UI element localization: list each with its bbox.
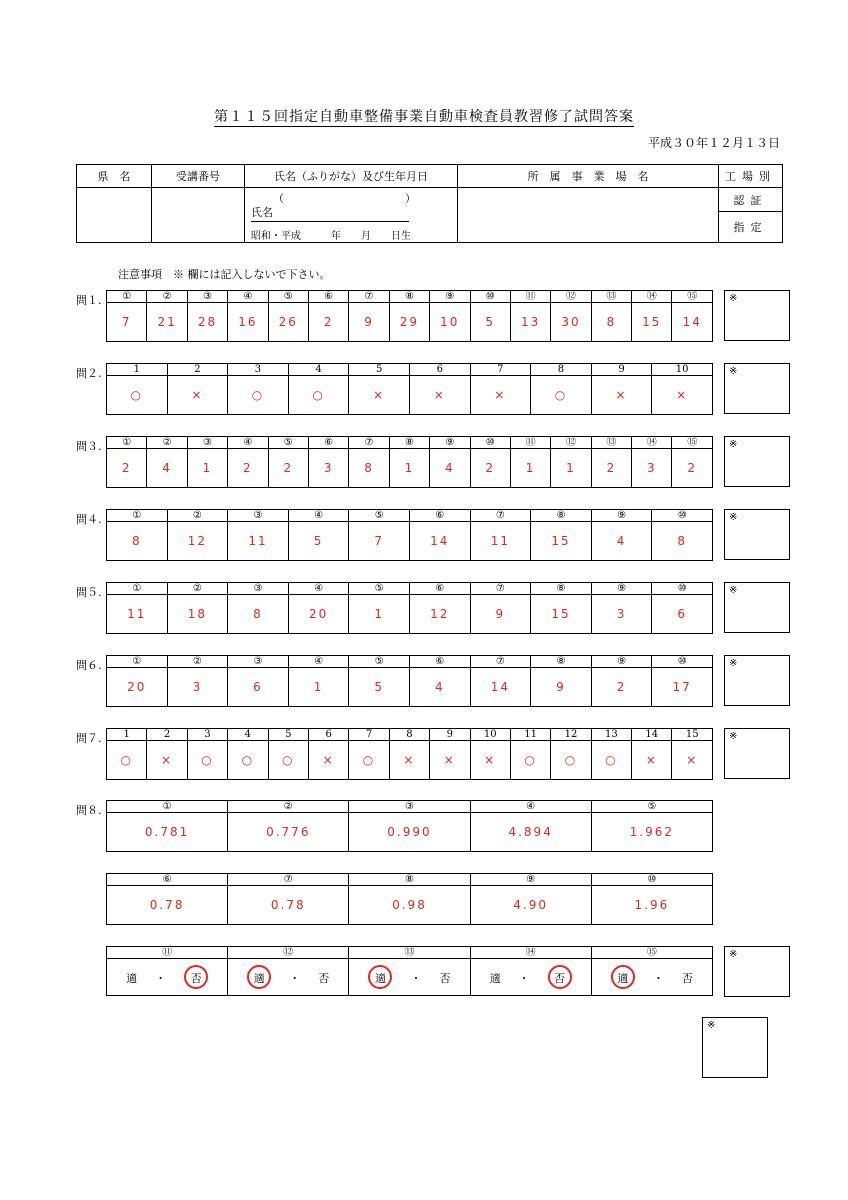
answer-cell[interactable]: 14 bbox=[409, 522, 470, 561]
judgement-fail[interactable]: 否 bbox=[681, 972, 693, 985]
column-number: 2 bbox=[147, 729, 187, 741]
score-box bbox=[724, 655, 790, 706]
column-number: ⑩ bbox=[470, 437, 510, 449]
answer-cell[interactable]: 30 bbox=[551, 303, 591, 342]
column-number: 10 bbox=[470, 729, 510, 741]
column-number: ⑤ bbox=[349, 583, 410, 595]
score-mark: ※ bbox=[729, 731, 738, 742]
answer-cell[interactable]: 20 bbox=[107, 668, 168, 707]
answer-cell[interactable]: 8 bbox=[591, 303, 631, 342]
score-box bbox=[724, 728, 790, 779]
column-number: ④ bbox=[288, 656, 349, 668]
answer-cell[interactable]: 7 bbox=[107, 303, 147, 342]
answer-cell[interactable]: ○ bbox=[228, 741, 268, 780]
answer-cell[interactable]: 4 bbox=[409, 668, 470, 707]
column-number: ③ bbox=[228, 583, 289, 595]
judgement-pass[interactable]: 適 bbox=[611, 965, 635, 989]
score-box bbox=[724, 363, 790, 414]
answer-cell[interactable]: 2 bbox=[591, 449, 631, 488]
furigana-paren: （ ） bbox=[273, 192, 416, 205]
question-label: 問１. bbox=[76, 294, 102, 307]
separator: ・ bbox=[410, 972, 422, 985]
answer-cell[interactable]: 1.96 bbox=[591, 886, 712, 925]
answer-cell[interactable]: 9 bbox=[349, 303, 389, 342]
column-number: 12 bbox=[551, 729, 591, 741]
answer-cell[interactable]: × bbox=[349, 376, 410, 415]
answer-cell[interactable]: × bbox=[672, 741, 713, 780]
answer-cell[interactable]: 1 bbox=[349, 595, 410, 634]
column-number: ⑤ bbox=[349, 656, 410, 668]
judgement-cell[interactable] bbox=[349, 959, 470, 996]
column-number: ⑩ bbox=[652, 583, 713, 595]
column-number: 11 bbox=[510, 729, 550, 741]
judgement-pass[interactable]: 適 bbox=[489, 972, 501, 985]
answer-cell[interactable]: 29 bbox=[389, 303, 429, 342]
column-number: ⑥ bbox=[409, 510, 470, 522]
answer-cell[interactable]: ○ bbox=[551, 741, 591, 780]
column-number: 3 bbox=[228, 364, 289, 376]
column-number: 6 bbox=[409, 364, 470, 376]
column-number: ⑮ bbox=[672, 437, 713, 449]
column-number: 8 bbox=[531, 364, 592, 376]
column-number: ⑮ bbox=[672, 291, 713, 303]
column-number: 14 bbox=[632, 729, 672, 741]
notice: 注意事項 ※ 欄には記入しないで下さい。 bbox=[118, 268, 331, 281]
judgement-pass[interactable]: 適 bbox=[126, 972, 138, 985]
column-number: ① bbox=[107, 656, 168, 668]
column-number: ② bbox=[147, 291, 187, 303]
answer-cell[interactable]: × bbox=[632, 741, 672, 780]
answer-cell[interactable]: × bbox=[652, 376, 713, 415]
answer-cell[interactable]: 13 bbox=[510, 303, 550, 342]
answer-cell[interactable]: 4 bbox=[430, 449, 470, 488]
column-number: ⑥ bbox=[107, 874, 228, 886]
score-mark: ※ bbox=[729, 293, 738, 304]
answer-cell[interactable]: 7 bbox=[349, 522, 410, 561]
answer-cell[interactable]: 1 bbox=[551, 449, 591, 488]
judgement-pass[interactable]: 適 bbox=[368, 965, 392, 989]
answer-cell[interactable]: 2 bbox=[228, 449, 268, 488]
office-field[interactable] bbox=[458, 188, 719, 243]
answer-cell[interactable]: 11 bbox=[470, 522, 531, 561]
answer-cell[interactable]: 11 bbox=[107, 595, 168, 634]
answer-cell[interactable]: 8 bbox=[652, 522, 713, 561]
column-number: ④ bbox=[470, 801, 591, 813]
answer-cell[interactable]: 2 bbox=[591, 668, 652, 707]
answer-cell[interactable]: ○ bbox=[107, 741, 147, 780]
column-number: 1 bbox=[107, 729, 147, 741]
column-number: ⑫ bbox=[551, 291, 591, 303]
column-number: ② bbox=[147, 437, 187, 449]
answer-cell[interactable]: 5 bbox=[288, 522, 349, 561]
question-label: 問５. bbox=[76, 586, 102, 599]
column-number: ⑩ bbox=[470, 291, 510, 303]
exam-date: 平成３０年１２月１３日 bbox=[647, 136, 780, 150]
answer-cell[interactable]: ○ bbox=[349, 741, 389, 780]
answer-cell[interactable]: 2 bbox=[470, 449, 510, 488]
column-number: ③ bbox=[187, 437, 227, 449]
column-number: ⑭ bbox=[632, 437, 672, 449]
answer-cell[interactable]: 20 bbox=[288, 595, 349, 634]
answer-cell[interactable]: 12 bbox=[167, 522, 228, 561]
answer-cell[interactable]: 18 bbox=[167, 595, 228, 634]
judgement-cell[interactable] bbox=[107, 959, 228, 996]
score-box bbox=[724, 946, 790, 997]
column-number: ③ bbox=[228, 656, 289, 668]
answer-cell[interactable]: 4.894 bbox=[470, 813, 591, 852]
column-number: ⑫ bbox=[228, 947, 349, 959]
answer-cell[interactable]: 21 bbox=[147, 303, 187, 342]
column-number: ⑨ bbox=[430, 437, 470, 449]
column-number: ② bbox=[228, 801, 349, 813]
answer-cell[interactable]: × bbox=[409, 376, 470, 415]
answer-grid bbox=[106, 873, 713, 925]
column-number: 1 bbox=[107, 364, 168, 376]
answer-cell[interactable]: 1.962 bbox=[591, 813, 712, 852]
column-number: ⑦ bbox=[470, 583, 531, 595]
answer-cell[interactable]: 4.90 bbox=[470, 886, 591, 925]
judgement-cell[interactable] bbox=[591, 959, 712, 996]
answer-cell[interactable]: ○ bbox=[531, 376, 592, 415]
column-number: ① bbox=[107, 291, 147, 303]
answer-cell[interactable]: 0.78 bbox=[107, 886, 228, 925]
answer-cell[interactable]: 15 bbox=[632, 303, 672, 342]
answer-cell[interactable]: ○ bbox=[510, 741, 550, 780]
answer-cell[interactable]: 8 bbox=[228, 595, 289, 634]
column-number: ⑥ bbox=[409, 656, 470, 668]
column-number: ⑮ bbox=[591, 947, 712, 959]
answer-grid bbox=[106, 363, 713, 415]
column-number: ③ bbox=[228, 510, 289, 522]
column-number: ⑩ bbox=[652, 510, 713, 522]
column-number: ⑧ bbox=[349, 874, 470, 886]
answer-cell[interactable]: 6 bbox=[228, 668, 289, 707]
question-label: 問７. bbox=[76, 732, 102, 745]
prefecture-field[interactable] bbox=[77, 188, 152, 243]
column-number: ⑬ bbox=[591, 291, 631, 303]
answer-cell[interactable]: × bbox=[430, 741, 470, 780]
score-mark: ※ bbox=[729, 658, 738, 669]
answer-cell[interactable]: 3 bbox=[167, 668, 228, 707]
question-label: 問２. bbox=[76, 367, 102, 380]
answer-cell[interactable]: 26 bbox=[268, 303, 308, 342]
judgement-cell[interactable] bbox=[470, 959, 591, 996]
judgement-fail[interactable]: 否 bbox=[548, 965, 572, 989]
column-number: 5 bbox=[268, 729, 308, 741]
column-number: ⑦ bbox=[228, 874, 349, 886]
column-number: ⑤ bbox=[268, 291, 308, 303]
column-number: ① bbox=[107, 583, 168, 595]
column-number: ⑨ bbox=[470, 874, 591, 886]
column-number: 9 bbox=[591, 364, 652, 376]
answer-cell[interactable]: ○ bbox=[228, 376, 289, 415]
answer-cell[interactable]: 14 bbox=[470, 668, 531, 707]
score-mark: ※ bbox=[729, 512, 738, 523]
column-number: ① bbox=[107, 510, 168, 522]
col-office: 所 属 事 業 場 名 bbox=[458, 165, 719, 188]
number-field[interactable] bbox=[152, 188, 245, 243]
answer-cell[interactable]: × bbox=[470, 376, 531, 415]
column-number: ⑧ bbox=[531, 583, 592, 595]
column-number: 4 bbox=[228, 729, 268, 741]
score-mark: ※ bbox=[729, 585, 738, 596]
score-mark: ※ bbox=[729, 949, 738, 960]
separator: ・ bbox=[518, 972, 530, 985]
judgement-fail[interactable]: 否 bbox=[439, 972, 451, 985]
answer-cell[interactable]: 5 bbox=[470, 303, 510, 342]
column-number: ⑥ bbox=[308, 437, 348, 449]
birth-date-label: 昭和・平成 年 月 日生 bbox=[251, 231, 411, 242]
answer-cell[interactable]: 2 bbox=[268, 449, 308, 488]
answer-cell[interactable]: 2 bbox=[308, 303, 348, 342]
column-number: ⑪ bbox=[510, 437, 550, 449]
answer-cell[interactable]: 1 bbox=[389, 449, 429, 488]
column-number: ⑤ bbox=[268, 437, 308, 449]
name-label: 氏名 bbox=[251, 206, 273, 219]
column-number: 3 bbox=[187, 729, 227, 741]
column-number: ⑥ bbox=[308, 291, 348, 303]
answer-cell[interactable]: 12 bbox=[409, 595, 470, 634]
answer-cell[interactable]: × bbox=[591, 376, 652, 415]
answer-cell[interactable]: 6 bbox=[652, 595, 713, 634]
answer-cell[interactable]: 1 bbox=[187, 449, 227, 488]
answer-cell[interactable]: ○ bbox=[288, 376, 349, 415]
answer-cell[interactable]: 16 bbox=[228, 303, 268, 342]
column-number: ⑧ bbox=[531, 656, 592, 668]
separator: ・ bbox=[652, 972, 664, 985]
column-number: ④ bbox=[288, 510, 349, 522]
answer-cell[interactable]: 0.98 bbox=[349, 886, 470, 925]
col-prefecture: 県 名 bbox=[77, 165, 152, 188]
answer-cell[interactable]: 15 bbox=[531, 522, 592, 561]
answer-cell[interactable]: 15 bbox=[531, 595, 592, 634]
column-number: ⑨ bbox=[430, 291, 470, 303]
column-number: ② bbox=[167, 656, 228, 668]
answer-cell[interactable]: 2 bbox=[672, 449, 713, 488]
answer-grid bbox=[106, 509, 713, 561]
score-mark: ※ bbox=[729, 366, 738, 377]
answer-cell[interactable]: 5 bbox=[349, 668, 410, 707]
column-number: ⑦ bbox=[470, 656, 531, 668]
col-factory: 工場別 bbox=[719, 165, 783, 188]
cert-label: 認証 bbox=[719, 188, 783, 212]
score-mark: ※ bbox=[707, 1020, 716, 1031]
answer-cell[interactable]: 1 bbox=[510, 449, 550, 488]
column-number: ④ bbox=[228, 437, 268, 449]
column-number: ④ bbox=[228, 291, 268, 303]
answer-grid bbox=[106, 655, 713, 707]
answer-grid bbox=[106, 946, 713, 996]
question-label: 問３. bbox=[76, 440, 102, 453]
answer-cell[interactable]: 11 bbox=[228, 522, 289, 561]
answer-cell[interactable]: 2 bbox=[107, 449, 147, 488]
column-number: ⑭ bbox=[632, 291, 672, 303]
column-number: ⑩ bbox=[591, 874, 712, 886]
answer-cell[interactable]: 8 bbox=[107, 522, 168, 561]
column-number: 5 bbox=[349, 364, 410, 376]
answer-cell[interactable]: × bbox=[147, 741, 187, 780]
column-number: ⑤ bbox=[591, 801, 712, 813]
column-number: ② bbox=[167, 583, 228, 595]
answer-grid bbox=[106, 290, 713, 342]
score-mark: ※ bbox=[729, 439, 738, 450]
score-box bbox=[724, 582, 790, 633]
answer-cell[interactable]: 10 bbox=[430, 303, 470, 342]
column-number: 15 bbox=[672, 729, 713, 741]
answer-cell[interactable]: ○ bbox=[268, 741, 308, 780]
answer-cell[interactable]: 0.776 bbox=[228, 813, 349, 852]
designated-label: 指定 bbox=[719, 212, 783, 243]
answer-cell[interactable]: × bbox=[470, 741, 510, 780]
name-field[interactable] bbox=[245, 188, 458, 243]
column-number: 6 bbox=[308, 729, 348, 741]
column-number: ⑥ bbox=[409, 583, 470, 595]
column-number: 13 bbox=[591, 729, 631, 741]
answer-cell[interactable]: 3 bbox=[591, 595, 652, 634]
separator: ・ bbox=[155, 972, 167, 985]
score-box bbox=[702, 1017, 768, 1078]
answer-cell[interactable]: 9 bbox=[470, 595, 531, 634]
column-number: ⑭ bbox=[470, 947, 591, 959]
column-number: 7 bbox=[470, 364, 531, 376]
judgement-pass[interactable]: 適 bbox=[247, 965, 271, 989]
answer-cell[interactable]: ○ bbox=[107, 376, 168, 415]
column-number: ⑧ bbox=[389, 291, 429, 303]
answer-cell[interactable]: 9 bbox=[531, 668, 592, 707]
column-number: 7 bbox=[349, 729, 389, 741]
separator: ・ bbox=[289, 972, 301, 985]
column-number: ⑪ bbox=[107, 947, 228, 959]
answer-cell[interactable]: 0.990 bbox=[349, 813, 470, 852]
answer-cell[interactable]: 28 bbox=[187, 303, 227, 342]
column-number: ⑨ bbox=[591, 510, 652, 522]
column-number: ⑤ bbox=[349, 510, 410, 522]
judgement-fail[interactable]: 否 bbox=[184, 965, 208, 989]
answer-cell[interactable]: 8 bbox=[349, 449, 389, 488]
answer-cell[interactable]: × bbox=[389, 741, 429, 780]
page-title: 第１１５回指定自動車整備事業自動車検査員教習修了試問答案 bbox=[214, 109, 634, 125]
answer-cell[interactable]: × bbox=[308, 741, 348, 780]
column-number: ③ bbox=[349, 801, 470, 813]
column-number: 8 bbox=[389, 729, 429, 741]
answer-cell[interactable]: 3 bbox=[632, 449, 672, 488]
column-number: ⑧ bbox=[389, 437, 429, 449]
answer-cell[interactable]: ○ bbox=[187, 741, 227, 780]
answer-grid bbox=[106, 800, 713, 852]
col-name: 氏名（ふりがな）及び生年月日 bbox=[245, 165, 458, 188]
header-table bbox=[76, 164, 783, 243]
answer-cell[interactable]: 0.78 bbox=[228, 886, 349, 925]
judgement-fail[interactable]: 否 bbox=[318, 972, 330, 985]
answer-cell[interactable]: 3 bbox=[308, 449, 348, 488]
answer-cell[interactable]: ○ bbox=[591, 741, 631, 780]
column-number: ⑨ bbox=[591, 656, 652, 668]
answer-cell[interactable]: 4 bbox=[591, 522, 652, 561]
column-number: 2 bbox=[167, 364, 228, 376]
score-box bbox=[724, 509, 790, 560]
column-number: ④ bbox=[288, 583, 349, 595]
column-number: 9 bbox=[430, 729, 470, 741]
question-label: 問８. bbox=[76, 804, 102, 817]
column-number: ② bbox=[167, 510, 228, 522]
column-number: ① bbox=[107, 437, 147, 449]
judgement-cell[interactable] bbox=[228, 959, 349, 996]
column-number: ⑬ bbox=[591, 437, 631, 449]
column-number: ⑧ bbox=[531, 510, 592, 522]
column-number: ⑬ bbox=[349, 947, 470, 959]
column-number: ③ bbox=[187, 291, 227, 303]
question-label: 問４. bbox=[76, 513, 102, 526]
column-number: ⑪ bbox=[510, 291, 550, 303]
column-number: 4 bbox=[288, 364, 349, 376]
answer-cell[interactable]: 1 bbox=[288, 668, 349, 707]
answer-cell[interactable]: 17 bbox=[652, 668, 713, 707]
column-number: ⑦ bbox=[349, 437, 389, 449]
score-box bbox=[724, 436, 790, 487]
column-number: ⑩ bbox=[652, 656, 713, 668]
column-number: ⑫ bbox=[551, 437, 591, 449]
answer-cell[interactable]: 0.781 bbox=[107, 813, 228, 852]
column-number: ⑨ bbox=[591, 583, 652, 595]
column-number: ① bbox=[107, 801, 228, 813]
answer-cell[interactable]: 4 bbox=[147, 449, 187, 488]
answer-cell[interactable]: 14 bbox=[672, 303, 713, 342]
col-number: 受講番号 bbox=[152, 165, 245, 188]
answer-grid bbox=[106, 582, 713, 634]
answer-grid bbox=[106, 728, 713, 780]
answer-cell[interactable]: × bbox=[167, 376, 228, 415]
answer-grid bbox=[106, 436, 713, 488]
column-number: ⑦ bbox=[349, 291, 389, 303]
score-box bbox=[724, 290, 790, 341]
column-number: ⑦ bbox=[470, 510, 531, 522]
column-number: 10 bbox=[652, 364, 713, 376]
question-label: 問６. bbox=[76, 659, 102, 672]
